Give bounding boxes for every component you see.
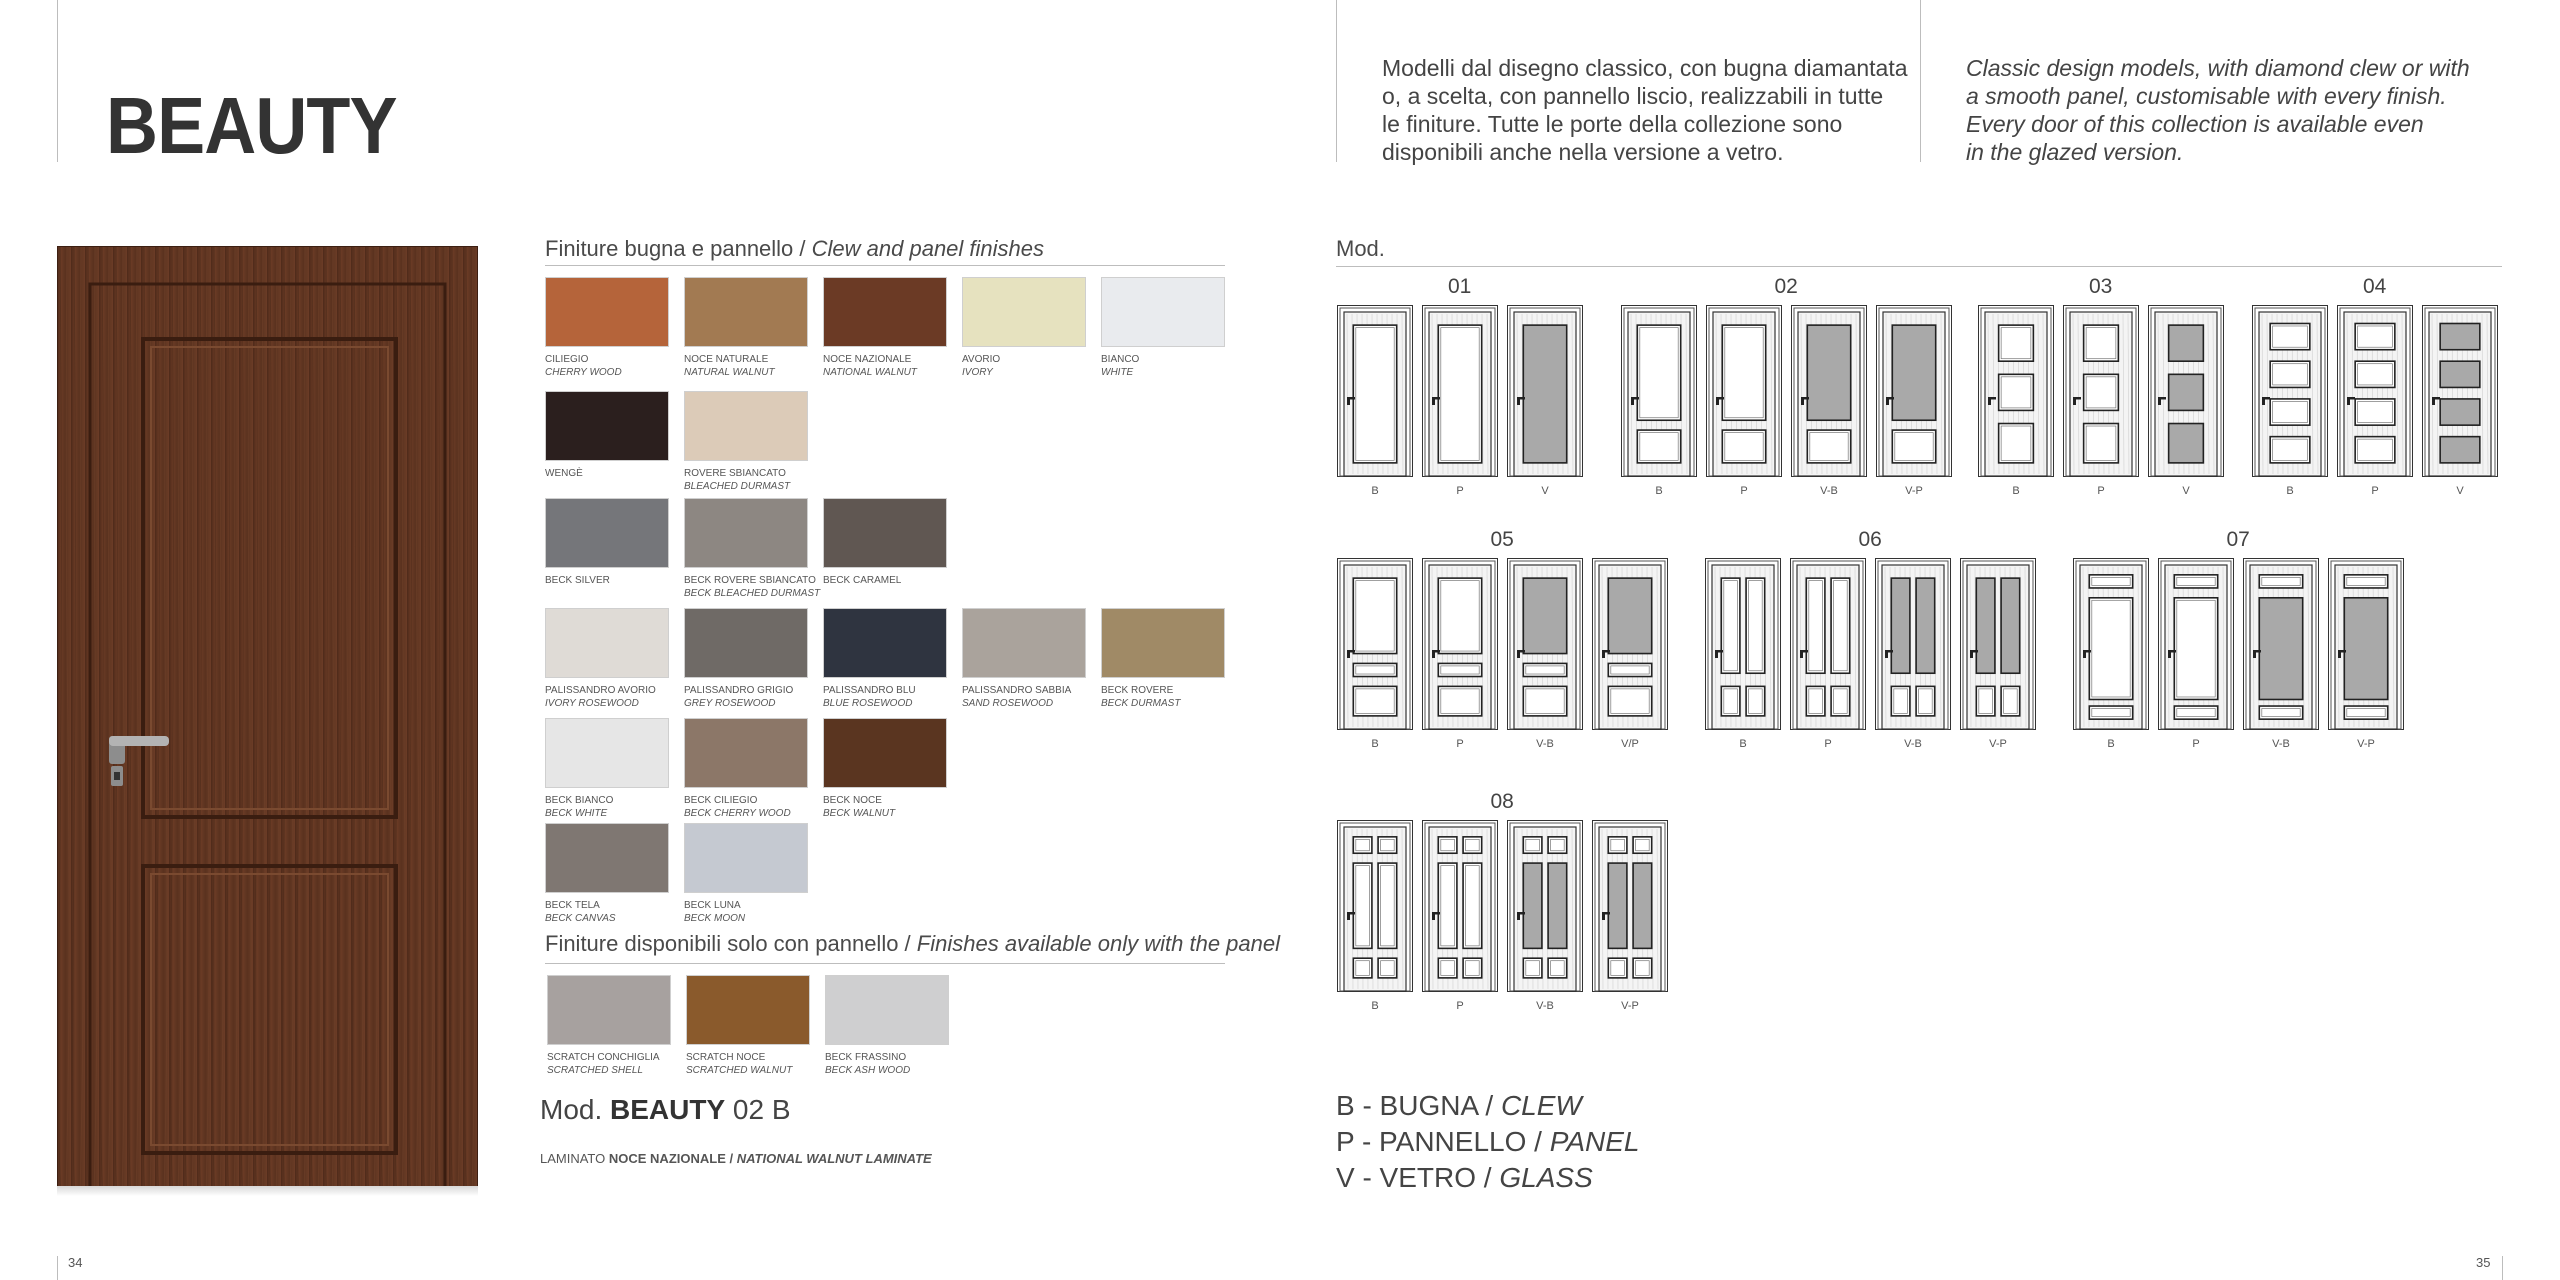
door-photo xyxy=(57,246,478,1196)
model-variant-label: V-P xyxy=(2357,738,2375,750)
swatch-chip xyxy=(1101,277,1225,347)
swatch-beck-luna[interactable]: BECK LUNA BECK MOON xyxy=(684,823,808,925)
model-variant-label: V-B xyxy=(1536,1000,1554,1012)
swatch-scratch-conchiglia[interactable]: SCRATCH CONCHIGLIA SCRATCHED SHELL xyxy=(547,975,671,1077)
swatch-chip xyxy=(684,498,808,568)
legend-vetro: V - VETRO / GLASS xyxy=(1336,1162,1593,1193)
swatch-chip xyxy=(823,498,947,568)
model-08-V-P-drawing[interactable] xyxy=(1592,820,1668,992)
swatch-beck-rovere-sbiancato[interactable]: BECK ROVERE SBIANCATO BECK BLEACHED DURMAST xyxy=(684,498,808,600)
model-variant-label: B xyxy=(1739,738,1747,750)
intro-italian: Modelli dal disegno classico, con bugna diamantata o, a scelta, con pannello liscio, realizzabili in tutte le finiture. Tutte le porte della collezione sono disponibili anche nella versione a vetro. xyxy=(1382,55,1908,165)
swatch-scratch-noce[interactable]: SCRATCH NOCE SCRATCHED WALNUT xyxy=(686,975,810,1077)
page-number-right: 35 xyxy=(2476,1255,2491,1270)
model-variant-label: V-B xyxy=(2272,738,2290,750)
footer-rule-left xyxy=(57,1256,58,1280)
model-variant-label: V xyxy=(1541,485,1549,497)
model-07-V-P-drawing[interactable] xyxy=(2328,558,2404,730)
model-01-V-drawing[interactable] xyxy=(1507,305,1583,477)
model-06-V-P-drawing[interactable] xyxy=(1960,558,2036,730)
swatch-palissandro-grigio[interactable]: PALISSANDRO GRIGIO GREY ROSEWOOD xyxy=(684,608,808,710)
swatch-chip xyxy=(686,975,810,1045)
model-variant-label: B xyxy=(2286,485,2294,497)
swatch-beck-noce[interactable]: BECK NOCE BECK WALNUT xyxy=(823,718,947,820)
model-02-B-drawing[interactable] xyxy=(1621,305,1697,477)
model-variant-label: P xyxy=(2097,485,2105,497)
swatch-ciliegio[interactable]: CILIEGIO CHERRY WOOD xyxy=(545,277,669,379)
swatch-chip xyxy=(962,608,1086,678)
panel-only-heading: Finiture disponibili solo con pannello / Finishes available only with the panel xyxy=(545,931,1280,956)
model-variant-label: P xyxy=(1456,485,1464,497)
swatch-chip xyxy=(545,277,669,347)
model-variant-label: V xyxy=(2182,485,2190,497)
model-08-B-drawing[interactable] xyxy=(1337,820,1413,992)
swatch-beck-ciliegio[interactable]: BECK CILIEGIO BECK CHERRY WOOD xyxy=(684,718,808,820)
model-number-01: 01 xyxy=(1448,275,1472,298)
swatch-beck-caramel[interactable]: BECK CARAMEL xyxy=(823,498,947,587)
model-07-P-drawing[interactable] xyxy=(2158,558,2234,730)
model-07-V-B-drawing[interactable] xyxy=(2243,558,2319,730)
model-variant-label: P xyxy=(1456,1000,1464,1012)
panel-only-rule xyxy=(545,963,1225,964)
footer-rule-right xyxy=(2502,1256,2503,1280)
model-variant-label: B xyxy=(1371,738,1379,750)
model-variant-label: P xyxy=(1824,738,1832,750)
model-variant-label: V-B xyxy=(1904,738,1922,750)
model-02-P-drawing[interactable] xyxy=(1706,305,1782,477)
swatch-beck-rovere[interactable]: BECK ROVERE BECK DURMAST xyxy=(1101,608,1225,710)
model-variant-label: V xyxy=(2456,485,2464,497)
model-variant-label: P xyxy=(2371,485,2379,497)
model-04-V-drawing[interactable] xyxy=(2422,305,2498,477)
model-06-P-drawing[interactable] xyxy=(1790,558,1866,730)
swatch-palissandro-avorio[interactable]: PALISSANDRO AVORIO IVORY ROSEWOOD xyxy=(545,608,669,710)
legend-pannello: P - PANNELLO / PANEL xyxy=(1336,1126,1640,1157)
model-variant-label: B xyxy=(1371,485,1379,497)
swatch-beck-bianco[interactable]: BECK BIANCO BECK WHITE xyxy=(545,718,669,820)
model-variant-label: V/P xyxy=(1621,738,1639,750)
model-07-B-drawing[interactable] xyxy=(2073,558,2149,730)
finishes-heading: Finiture bugna e pannello / Clew and panel finishes xyxy=(545,236,1045,261)
model-variant-label: P xyxy=(2192,738,2200,750)
model-04-P-drawing[interactable] xyxy=(2337,305,2413,477)
model-variant-label: V-B xyxy=(1536,738,1554,750)
model-variant-label: B xyxy=(2012,485,2020,497)
intro-english: Classic design models, with diamond clew or with a smooth panel, customisable with every finish. Every door of this collection is available even in the glazed version. xyxy=(1966,55,2470,165)
model-number-08: 08 xyxy=(1490,790,1514,813)
swatch-chip xyxy=(545,498,669,568)
model-number-05: 05 xyxy=(1490,528,1514,551)
swatch-chip xyxy=(962,277,1086,347)
swatch-chip xyxy=(684,718,808,788)
model-05-V-P-drawing[interactable] xyxy=(1592,558,1668,730)
model-variant-label: B xyxy=(1655,485,1663,497)
swatch-rovere-sbiancato[interactable]: ROVERE SBIANCATO BLEACHED DURMAST xyxy=(684,391,808,493)
model-variant-label: P xyxy=(1456,738,1464,750)
swatch-beck-silver[interactable]: BECK SILVER xyxy=(545,498,669,587)
swatch-noce-naturale[interactable]: NOCE NATURALE NATURAL WALNUT xyxy=(684,277,808,379)
swatch-chip xyxy=(684,608,808,678)
product-model: Mod. BEAUTY 02 B xyxy=(540,1094,791,1125)
model-01-P-drawing[interactable] xyxy=(1422,305,1498,477)
model-number-02: 02 xyxy=(1774,275,1798,298)
model-02-V-P-drawing[interactable] xyxy=(1876,305,1952,477)
swatch-avorio[interactable]: AVORIO IVORY xyxy=(962,277,1086,379)
model-08-V-B-drawing[interactable] xyxy=(1507,820,1583,992)
model-02-V-B-drawing[interactable] xyxy=(1791,305,1867,477)
model-variant-label: B xyxy=(1371,1000,1379,1012)
model-number-06: 06 xyxy=(1858,528,1882,551)
column-rule-2 xyxy=(1920,0,1921,162)
model-08-P-drawing[interactable] xyxy=(1422,820,1498,992)
model-variant-label: B xyxy=(2107,738,2115,750)
model-variant-label: V-P xyxy=(1989,738,2007,750)
laminate-description: LAMINATO NOCE NAZIONALE / NATIONAL WALNUT LAMINATE xyxy=(540,1151,932,1166)
model-05-B-drawing[interactable] xyxy=(1337,558,1413,730)
swatch-noce-nazionale[interactable]: NOCE NAZIONALE NATIONAL WALNUT xyxy=(823,277,947,379)
swatch-chip xyxy=(823,608,947,678)
swatch-chip xyxy=(825,975,949,1045)
model-05-P-drawing[interactable] xyxy=(1422,558,1498,730)
model-variant-label: V-P xyxy=(1621,1000,1639,1012)
model-01-B-drawing[interactable] xyxy=(1337,305,1413,477)
model-variant-label: V-P xyxy=(1905,485,1923,497)
legend-bugna: B - BUGNA / CLEW xyxy=(1336,1090,1582,1121)
page-number-left: 34 xyxy=(68,1255,83,1270)
swatch-chip xyxy=(545,718,669,788)
model-number-04: 04 xyxy=(2363,275,2387,298)
model-variant-label: P xyxy=(1740,485,1748,497)
swatch-chip xyxy=(823,718,947,788)
swatch-palissandro-blu[interactable]: PALISSANDRO BLU BLUE ROSEWOOD xyxy=(823,608,947,710)
model-variant-label: V-B xyxy=(1820,485,1838,497)
swatch-chip xyxy=(684,391,808,461)
models-heading: Mod. xyxy=(1336,236,1385,261)
model-03-P-drawing[interactable] xyxy=(2063,305,2139,477)
swatch-chip xyxy=(545,391,669,461)
swatch-chip xyxy=(547,975,671,1045)
margin-rule xyxy=(57,0,58,162)
swatch-chip xyxy=(684,823,808,893)
swatch-chip xyxy=(823,277,947,347)
model-05-V-B-drawing[interactable] xyxy=(1507,558,1583,730)
swatch-wenge[interactable]: WENGÈ xyxy=(545,391,669,480)
model-04-B-drawing[interactable] xyxy=(2252,305,2328,477)
swatch-chip xyxy=(545,608,669,678)
swatch-chip xyxy=(1101,608,1225,678)
swatch-chip xyxy=(545,823,669,893)
swatch-beck-frassino[interactable]: BECK FRASSINO BECK ASH WOOD xyxy=(825,975,949,1077)
model-number-07: 07 xyxy=(2226,528,2250,551)
swatch-beck-tela[interactable]: BECK TELA BECK CANVAS xyxy=(545,823,669,925)
finishes-rule xyxy=(545,265,1225,266)
page-title: BEAUTY xyxy=(106,81,397,170)
model-number-03: 03 xyxy=(2089,275,2113,298)
model-06-B-drawing[interactable] xyxy=(1705,558,1781,730)
model-03-B-drawing[interactable] xyxy=(1978,305,2054,477)
swatch-chip xyxy=(684,277,808,347)
model-06-V-B-drawing[interactable] xyxy=(1875,558,1951,730)
column-rule-1 xyxy=(1336,0,1337,162)
swatch-bianco[interactable]: BIANCO WHITE xyxy=(1101,277,1225,379)
models-rule xyxy=(1336,266,2502,267)
model-03-V-drawing[interactable] xyxy=(2148,305,2224,477)
swatch-palissandro-sabbia[interactable]: PALISSANDRO SABBIA SAND ROSEWOOD xyxy=(962,608,1086,710)
